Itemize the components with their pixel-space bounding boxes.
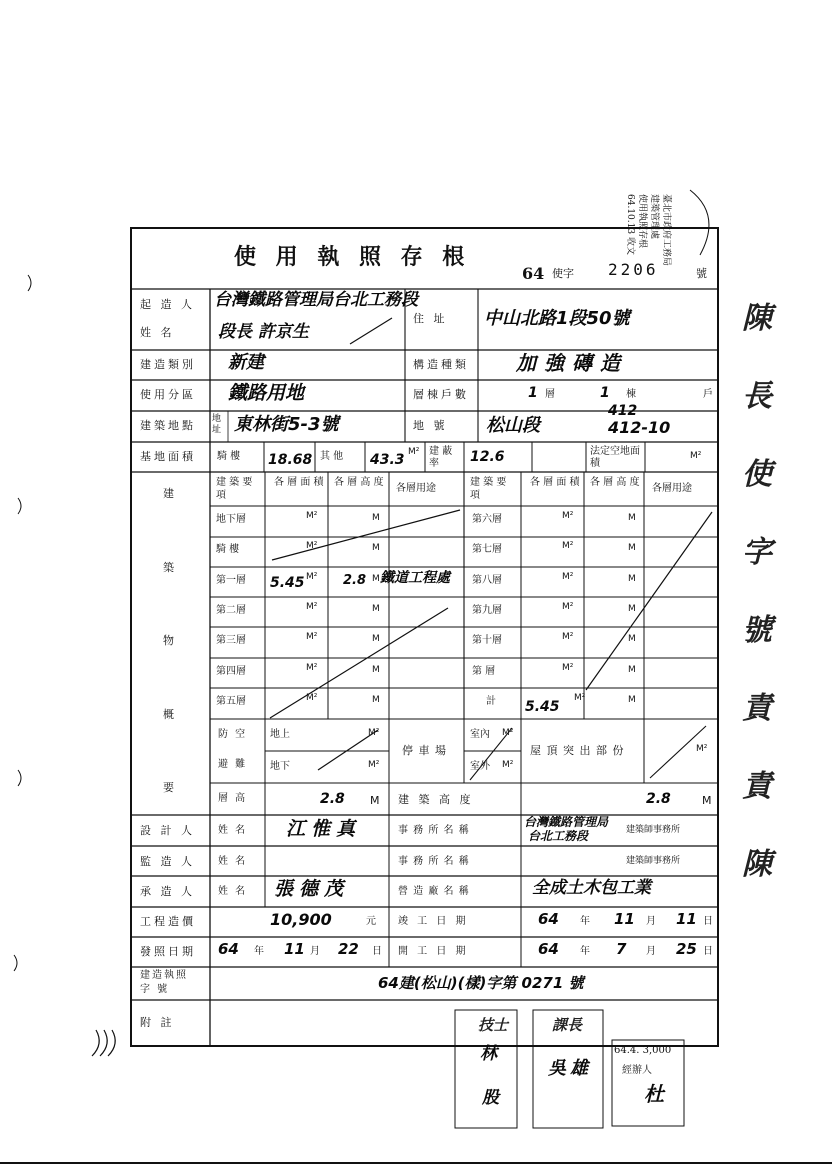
- floors-unit: 層: [545, 389, 555, 400]
- 6f-height-unit: M: [628, 513, 636, 523]
- location-value: 東林街5-3號: [234, 414, 339, 435]
- outdoor-unit: M²: [502, 760, 514, 770]
- floor-label-2f: 第二層: [216, 605, 246, 616]
- floor-label-3f: 第三層: [216, 635, 246, 646]
- finish-month: 11: [614, 910, 635, 928]
- handler-code: 64.4. 3,000: [614, 1045, 672, 1056]
- contractor-firm-label: 營 造 廠 名 稱: [398, 886, 470, 897]
- designer-name-value: 江惟真: [286, 818, 362, 840]
- floor1-height-value: 2.8: [343, 573, 367, 588]
- side-char-1: 建: [163, 487, 177, 500]
- floors-value: 1: [528, 385, 538, 401]
- issue-date-label: 發照日期: [140, 945, 196, 958]
- designer-office-value-2: 台北工務段: [528, 829, 589, 843]
- build-type-label: 建造類別: [140, 358, 196, 371]
- cost-label: 工程造價: [140, 915, 196, 928]
- note-label: 附 註: [140, 1016, 175, 1029]
- outdoor-label: 室外: [470, 761, 490, 772]
- stamp-line1: 臺北市政府工務局: [661, 194, 671, 267]
- permit-label-2: 字 號: [140, 984, 170, 995]
- arcade-height-unit: M: [372, 543, 380, 553]
- col-header-area-right: 各 層 面 積: [530, 477, 580, 488]
- col-header-use-left: 各層用途: [396, 483, 436, 494]
- chief-name: 吳雄: [548, 1058, 592, 1079]
- 1f-height-unit: M: [372, 574, 380, 584]
- finish-year-unit: 年: [580, 916, 590, 927]
- col-header-height-right: 各 層 高 度: [590, 477, 640, 488]
- parking-label: 停 車 場: [402, 744, 447, 757]
- floor-label-7f: 第七層: [472, 544, 502, 555]
- 8f-height-unit: M: [628, 574, 636, 584]
- 6f-area-unit: M²: [562, 511, 574, 521]
- bldg-height-label: 建 築 高 度: [398, 793, 474, 806]
- owner-label: 起 造 人: [140, 298, 195, 311]
- supervisor-name-label: 姓 名: [218, 856, 248, 867]
- 10f-height-unit: M: [628, 634, 636, 644]
- open-space-label: 法定空地面積: [590, 446, 640, 469]
- start-date-label: 開 工 日 期: [398, 946, 469, 957]
- site-area-label: 基地面積: [140, 450, 196, 463]
- side-char-2: 築: [163, 561, 177, 574]
- floor1-area-value: 5.45: [270, 575, 305, 591]
- col-header-item-left: 建 築 要 項: [216, 477, 253, 501]
- 2f-area-unit: M²: [306, 602, 318, 612]
- license-year: 64: [522, 264, 545, 283]
- side-char-5: 要: [163, 781, 177, 794]
- nf-height-unit: M: [628, 665, 636, 675]
- address-label: 住 址: [413, 312, 448, 325]
- floor-label-1f: 第一層: [216, 575, 246, 586]
- issue-year: 64: [218, 940, 239, 958]
- 7f-area-unit: M²: [562, 541, 574, 551]
- 7f-height-unit: M: [628, 543, 636, 553]
- contractor-firm-value: 全成土木包工業: [532, 878, 651, 898]
- open-space-unit: M²: [690, 451, 702, 461]
- 10f-area-unit: M²: [562, 632, 574, 642]
- license-word: 使字: [552, 267, 574, 280]
- finish-year: 64: [538, 910, 559, 928]
- floor-label-nf: 第 層: [472, 666, 496, 677]
- supervisor-office-suffix: 建築師事務所: [626, 856, 681, 866]
- floor-label-total: 計: [486, 696, 496, 707]
- finish-month-unit: 月: [646, 916, 656, 927]
- below-ground-unit: M²: [368, 760, 380, 770]
- total-area-value: 5.45: [525, 699, 560, 715]
- shelter-label-2: 避 難: [218, 759, 248, 770]
- supervisor-label: 監 造 人: [140, 855, 195, 868]
- build-type-value: 新建: [228, 352, 264, 373]
- floor-label-4f: 第四層: [216, 666, 246, 677]
- issue-year-unit: 年: [254, 946, 264, 957]
- cost-value: 10,900: [270, 910, 332, 929]
- house-unit: 戶: [703, 389, 713, 400]
- technician-name: 林: [480, 1044, 497, 1064]
- 4f-area-unit: M²: [306, 663, 318, 673]
- above-ground-label: 地上: [270, 729, 290, 740]
- start-month: 7: [616, 940, 627, 958]
- location-label: 建築地點: [140, 419, 196, 432]
- floor-label-b1: 地下層: [216, 514, 246, 525]
- below-ground-label: 地下: [270, 761, 290, 772]
- arcade-area-unit: M²: [306, 541, 318, 551]
- technician-unit: 股: [482, 1088, 499, 1108]
- supervisor-office-label: 事 務 所 名 稱: [398, 856, 470, 867]
- floor-label-8f: 第八層: [472, 575, 502, 586]
- finish-day-unit: 日: [703, 916, 713, 927]
- start-year-unit: 年: [580, 946, 590, 957]
- contractor-name-value: 張德茂: [274, 878, 350, 900]
- stamp-line4: 64.10.13 收文: [625, 194, 635, 255]
- structure-value: 加強磚造: [516, 351, 628, 375]
- designer-name-label: 姓 名: [218, 825, 248, 836]
- arcade-label: 騎 樓: [217, 451, 241, 462]
- floor-label-6f: 第六層: [472, 514, 502, 525]
- handler-label: 經辦人: [622, 1065, 652, 1076]
- floors-label: 層棟戶數: [413, 388, 469, 401]
- technician-title: 技士: [478, 1016, 509, 1034]
- license-suffix: 號: [696, 267, 707, 280]
- chief-title: 課長: [552, 1016, 583, 1034]
- 2f-height-unit: M: [372, 604, 380, 614]
- stamp-line3: 使用執照存根: [637, 194, 647, 249]
- contractor-label: 承 造 人: [140, 885, 195, 898]
- other-label: 其 他: [320, 451, 344, 462]
- 8f-area-unit: M²: [562, 572, 574, 582]
- total-height-unit: M: [628, 695, 636, 705]
- col-header-use-right: 各層用途: [652, 483, 692, 494]
- floor-label-5f: 第五層: [216, 696, 246, 707]
- lot-label: 地 號: [413, 419, 448, 432]
- lot-value: 松山段: [486, 415, 540, 436]
- col-header-area-left: 各 層 面 積: [274, 477, 324, 488]
- col-header-height-left: 各 層 高 度: [334, 477, 384, 488]
- other-unit: M²: [408, 447, 420, 457]
- issue-day: 22: [338, 940, 359, 958]
- 9f-area-unit: M²: [562, 602, 574, 612]
- start-day-unit: 日: [703, 946, 713, 957]
- indoor-unit: M²: [502, 728, 514, 738]
- b1-height-unit: M: [372, 513, 380, 523]
- nf-area-unit: M²: [562, 663, 574, 673]
- issue-month-unit: 月: [310, 946, 320, 957]
- floor-height-value: 2.8: [320, 791, 345, 807]
- other-value: 43.3: [370, 452, 405, 468]
- bldg-unit: 棟: [626, 389, 636, 400]
- issue-day-unit: 日: [372, 946, 382, 957]
- floor-label-9f: 第九層: [472, 605, 502, 616]
- bldg-height-value: 2.8: [646, 791, 671, 807]
- license-number: 2206: [608, 260, 659, 279]
- handler-name: 杜: [644, 1082, 664, 1106]
- bldg-height-unit: M: [702, 794, 712, 807]
- total-area-unit: M²: [574, 693, 586, 703]
- designer-office-suffix: 建築師事務所: [626, 825, 681, 835]
- stamp-line2: 建築管理處: [649, 194, 659, 240]
- owner-value: 台灣鐵路管理局台北工務段: [214, 290, 418, 310]
- form-title: 使 用 執 照 存 根: [234, 244, 471, 270]
- 3f-height-unit: M: [372, 634, 380, 644]
- location-sub-label: 地址: [212, 414, 222, 435]
- side-char-4: 概: [163, 708, 177, 721]
- designer-office-value-1: 台灣鐵路管理局: [524, 815, 609, 829]
- finish-date-label: 竣 工 日 期: [398, 916, 469, 927]
- start-year: 64: [538, 940, 559, 958]
- coverage-label: 建 蔽 率: [429, 446, 453, 469]
- finish-day: 11: [676, 910, 697, 928]
- cost-unit: 元: [366, 916, 376, 927]
- permit-value: 64建(松山)(樣)字第 0271 號: [378, 974, 584, 992]
- start-day: 25: [676, 940, 697, 958]
- arcade-value: 18.68: [268, 452, 313, 468]
- bldg-value: 1: [600, 385, 610, 401]
- zoning-label: 使用分區: [140, 388, 196, 401]
- b1-area-unit: M²: [306, 511, 318, 521]
- 3f-area-unit: M²: [306, 632, 318, 642]
- lot-number-1: 412: [608, 403, 638, 419]
- zoning-value: 鐵路用地: [228, 382, 305, 404]
- floor-label-arcade: 騎 樓: [216, 544, 240, 555]
- roof-unit: M²: [696, 744, 708, 754]
- floor-label-10f: 第十層: [472, 635, 502, 646]
- floor1-use-value: 鐵道工程處: [380, 570, 450, 586]
- designer-label: 設 計 人: [140, 824, 195, 837]
- 9f-height-unit: M: [628, 604, 636, 614]
- shelter-label-1: 防 空: [218, 729, 248, 740]
- indoor-label: 室內: [470, 729, 490, 740]
- 5f-area-unit: M²: [306, 693, 318, 703]
- address-value: 中山北路1段50號: [484, 308, 630, 329]
- 5f-height-unit: M: [372, 695, 380, 705]
- designer-office-label: 事 務 所 名 稱: [398, 825, 470, 836]
- lot-number-2: 412-10: [608, 418, 671, 437]
- contractor-name-label: 姓 名: [218, 886, 248, 897]
- col-header-item-right: 建 築 要 項: [470, 477, 507, 501]
- 4f-height-unit: M: [372, 665, 380, 675]
- structure-label: 構造種類: [413, 358, 469, 371]
- floor-height-label: 層 高: [218, 793, 248, 804]
- above-ground-unit: M²: [368, 728, 380, 738]
- start-month-unit: 月: [646, 946, 656, 957]
- permit-label-1: 建造執照: [140, 970, 188, 981]
- owner-name-value: 段長 許京生: [218, 322, 309, 342]
- floor-height-unit: M: [370, 794, 380, 807]
- roof-label: 屋 頂 突 出 部 份: [530, 744, 625, 757]
- side-char-3: 物: [163, 634, 177, 647]
- 1f-area-unit: M²: [306, 572, 318, 582]
- owner-name-label: 姓 名: [140, 326, 175, 339]
- issue-month: 11: [284, 940, 305, 958]
- coverage-value: 12.6: [470, 449, 505, 465]
- adjacent-page-edge: 陳 長 使 字 號 責 責 陳: [742, 301, 772, 882]
